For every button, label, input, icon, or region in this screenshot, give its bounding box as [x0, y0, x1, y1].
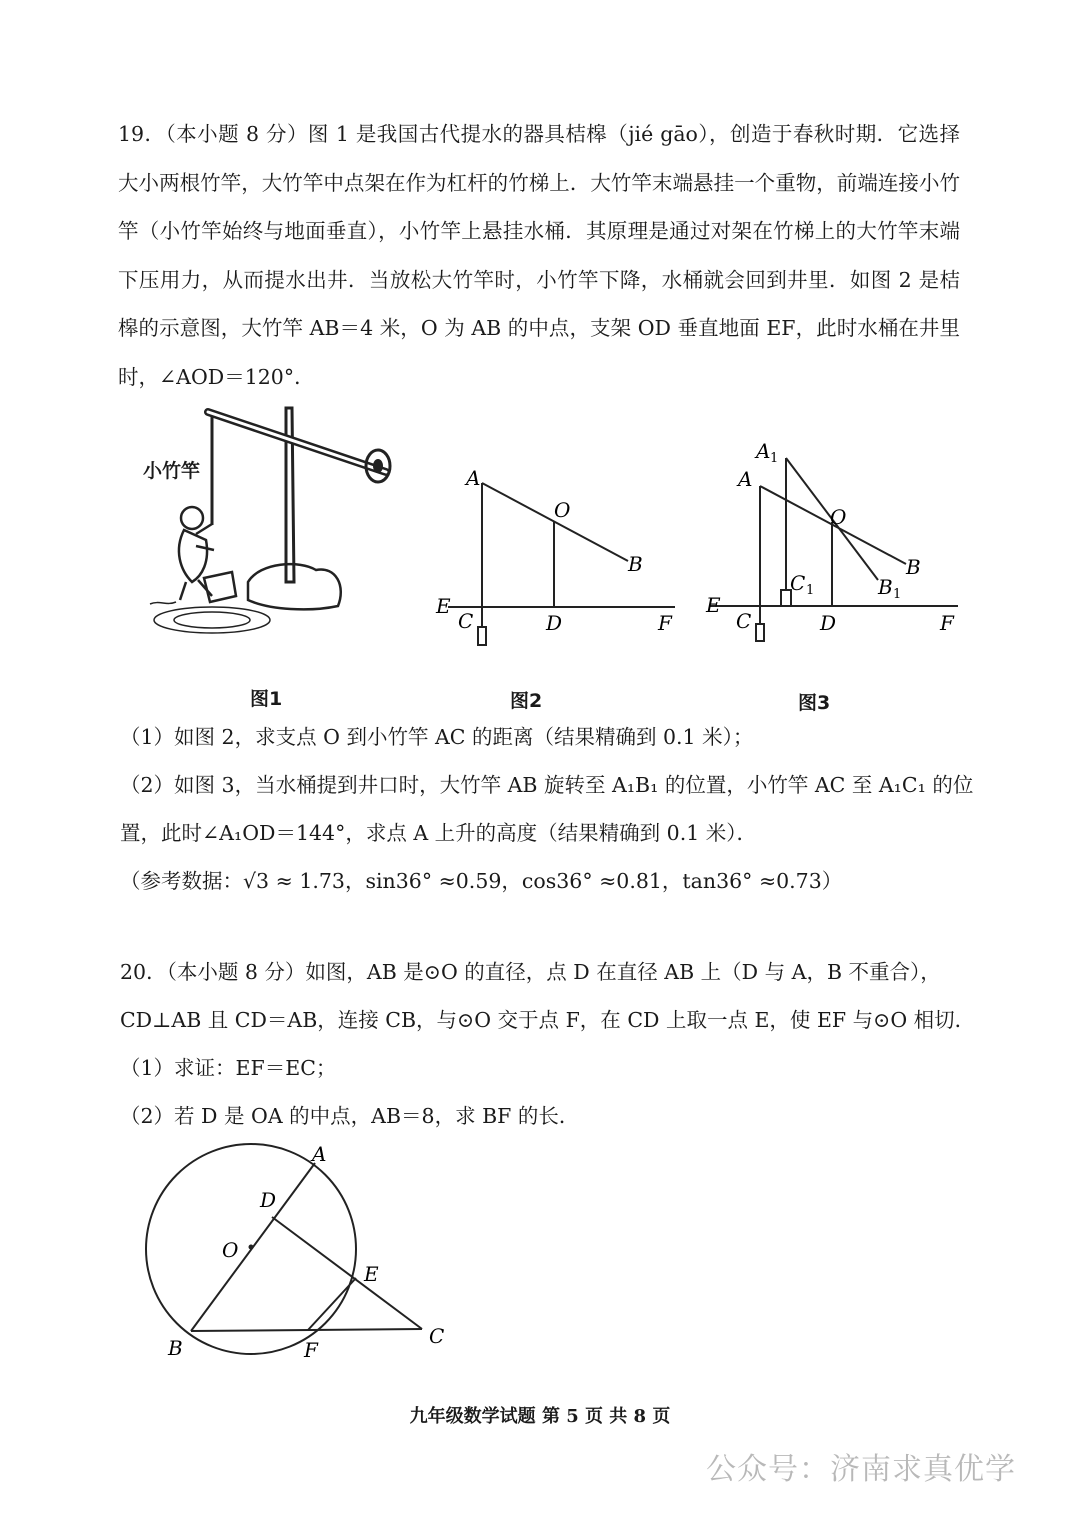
figure-1-caption: 图1	[250, 688, 283, 710]
figure-3-caption: 图3	[798, 692, 831, 714]
q20-part2: （2）若 D 是 OA 的中点，AB＝8，求 BF 的长．	[120, 1104, 580, 1128]
page-footer: 九年级数学试题 第 5 页 共 8 页	[409, 1406, 671, 1427]
fig2-label-E: E	[436, 594, 451, 618]
q20-label-E: E	[364, 1262, 379, 1286]
figure-3-diagram	[700, 440, 965, 650]
q20-label-D: D	[260, 1188, 277, 1212]
q20-label-C: C	[429, 1324, 445, 1348]
q20-intro-line2: CD⊥AB 且 CD＝AB，连接 CB，与⊙O 交于点 F，在 CD 上取一点 E，使 EF 与⊙O 相切．	[120, 1008, 976, 1032]
fig3-label-F: F	[940, 611, 954, 635]
q20-circle-diagram	[140, 1135, 470, 1370]
q20-part1: （1）求证：EF＝EC；	[120, 1056, 337, 1080]
q20-label-A: A	[312, 1142, 327, 1166]
fig2-label-A: A	[466, 466, 481, 490]
q19-part2-line2: 置，此时∠A₁OD＝144°，求点 A 上升的高度（结果精确到 0.1 米）．	[120, 821, 758, 845]
q19-reference-data: （参考数据：√3 ≈ 1.73，sin36° ≈0.59，cos36° ≈0.81，tan36° ≈0.73）	[120, 869, 843, 893]
fig3-label-A1-sub: 1	[770, 451, 779, 466]
q19-intro: 19．（本小题 8 分）图 1 是我国古代提水的器具桔槔（jié gāo），创造于春秋时期．它选择大小两根竹竿，大竹竿中点架在作为杠杆的竹梯上．大竹竿末端悬挂一个重物，前端连接小竹竿（小竹竿始终与地面垂直），小竹竿上悬挂水桶．其原理是通过对架在竹梯上的大竹竿末端下压用力，从而提水出井．当放松大竹竿时，小竹竿下降，水桶就会回到井里．如图 2 是桔槔的示意图，大竹竿 AB＝4 米，O 为 AB 的中点，支架 OD 垂直地面 EF，此时水桶在井里时，∠AOD＝120°．	[118, 122, 960, 389]
fig3-label-B1: B	[878, 575, 893, 599]
watermark: 公众号：济南求真优学	[706, 1452, 1016, 1487]
q20-intro-line1: 20．（本小题 8 分）如图，AB 是⊙O 的直径，点 D 在直径 AB 上（D 与 A，B 不重合），	[120, 960, 941, 984]
fig3-label-A1: A	[756, 440, 771, 463]
fig2-label-C: C	[458, 609, 474, 633]
figure-1-illustration	[140, 400, 420, 645]
q19-part2-line1: （2）如图 3，当水桶提到井口时，大竹竿 AB 旋转至 A₁B₁ 的位置，小竹竿 AC 至 A₁C₁ 的位	[120, 773, 974, 797]
fig3-label-E: E	[706, 593, 721, 617]
fig2-label-O: O	[554, 498, 571, 522]
figure-1-pole-label: 小竹竿	[143, 460, 201, 482]
fig2-label-B: B	[628, 552, 643, 576]
figure-2-diagram	[430, 455, 685, 655]
q19-part1: （1）如图 2，求支点 O 到小竹竿 AC 的距离（结果精确到 0.1 米）；	[120, 725, 754, 749]
fig3-label-D: D	[820, 611, 837, 635]
fig3-label-O: O	[830, 505, 847, 529]
fig2-label-D: D	[546, 611, 563, 635]
q20-label-B: B	[168, 1336, 183, 1360]
fig3-label-C1-sub: 1	[806, 583, 815, 598]
fig2-label-F: F	[658, 611, 672, 635]
fig3-label-B: B	[906, 555, 921, 579]
figure-2-caption: 图2	[510, 690, 543, 712]
fig3-label-A: A	[738, 467, 753, 491]
q20-label-O: O	[222, 1238, 239, 1262]
fig3-label-B1-sub: 1	[893, 587, 902, 602]
fig3-label-C1: C	[790, 571, 806, 595]
fig3-label-C: C	[736, 609, 752, 633]
q20-label-F: F	[304, 1338, 318, 1362]
